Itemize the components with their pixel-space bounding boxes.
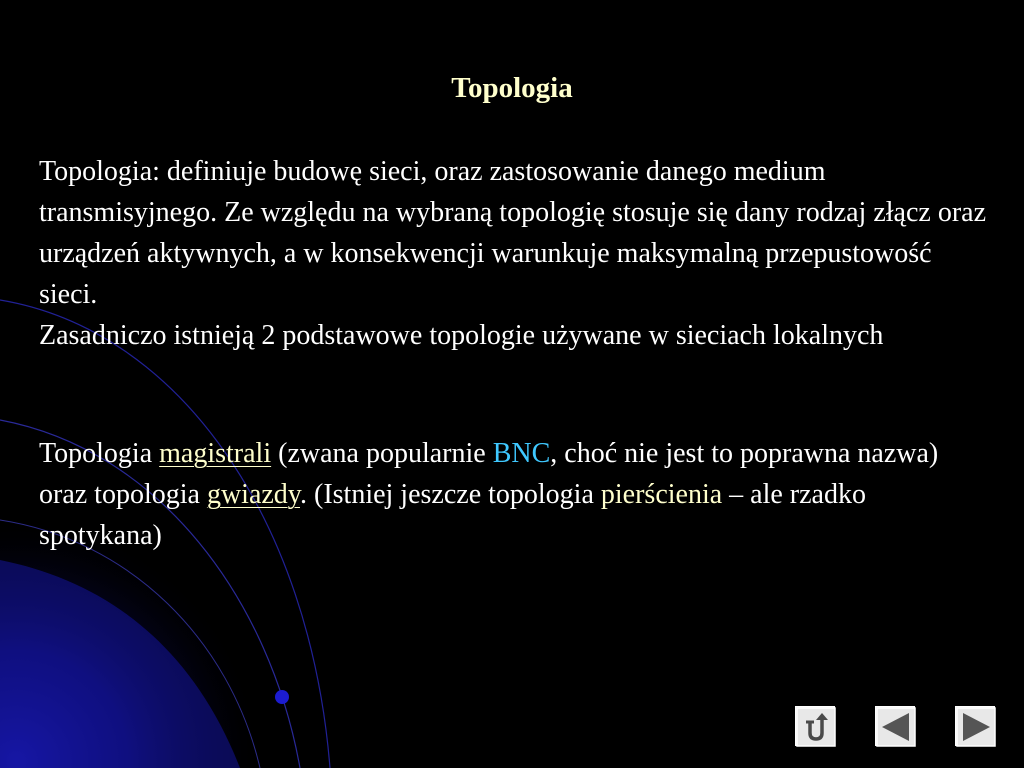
ring-term: pierścienia <box>600 479 723 510</box>
triangle-left-icon <box>876 707 916 747</box>
definition-text: Topologia: definiuje budowę sieci, oraz zastosowanie danego medium transmisyjnego. Ze względu na wybraną topologię stosuje się dany rodzaj złącz oraz urządzeń aktywnych, a w konsekwencji warunkuje maksymalną przepustowość sieci. <box>39 156 987 310</box>
previous-slide-button[interactable] <box>875 706 915 746</box>
text-segment: . (Istniej jeszcze topologia <box>300 479 601 510</box>
accent-dot <box>275 690 289 704</box>
text-segment: (zwana popularnie <box>271 438 493 469</box>
return-arrow-icon <box>796 707 836 747</box>
topology-types <box>39 433 989 556</box>
triangle-right-icon <box>956 707 996 747</box>
topology-definition <box>39 151 989 356</box>
text-segment: – ale rzadko spotykana) <box>39 479 866 551</box>
slide-title: Topologia <box>451 72 573 104</box>
basic-topologies-text: Zasadniczo istnieją 2 podstawowe topologie używane w sieciach lokalnych <box>39 320 884 351</box>
text-segment: , choć nie jest to poprawna nazwa) oraz topologia <box>39 438 939 510</box>
next-slide-button[interactable] <box>955 706 995 746</box>
return-button[interactable] <box>795 706 835 746</box>
bnc-term: BNC <box>492 438 551 469</box>
link-magistrali[interactable]: magistrali <box>159 438 272 469</box>
link-gwiazdy[interactable]: gwiazdy <box>206 479 300 510</box>
text-segment: Topologia <box>39 438 160 469</box>
